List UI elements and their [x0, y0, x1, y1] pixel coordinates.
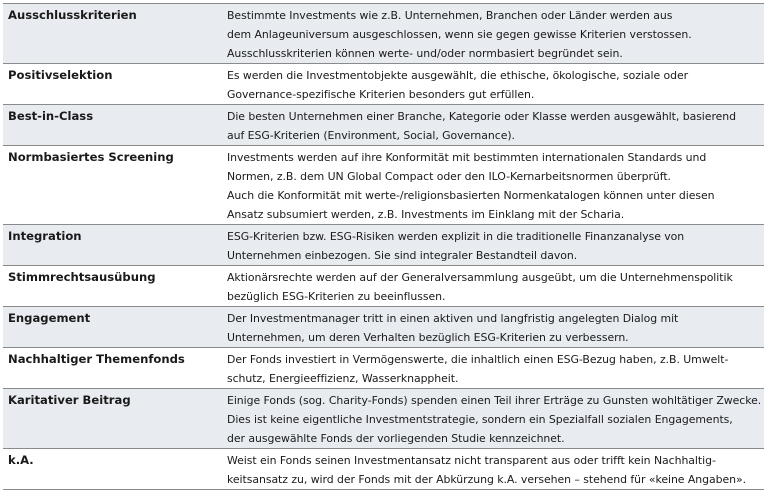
definition-cell	[223, 389, 764, 448]
term-cell: Best-in-Class	[8, 109, 94, 123]
definition-cell	[223, 266, 764, 306]
definition-line: ESG-Kriterien bzw. ESG-Risiken werden explizit in die traditionelle Finanzanalyse von	[227, 230, 685, 243]
definition-line: Der Fonds investiert in Vermögenswerte, die inhaltlich einen ESG-Bezug haben, z.B. Umwelt-	[227, 353, 729, 366]
definition-line: Einige Fonds (sog. Charity-Fonds) spenden einen Teil ihrer Erträge zu Gunsten wohltätiger Zwecke.	[227, 394, 762, 407]
term-cell: Nachhaltiger Themenfonds	[8, 352, 185, 366]
term-cell: Ausschlusskriterien	[8, 8, 137, 22]
definition-cell	[223, 64, 764, 104]
definition-line: Unternehmen, um deren Verhalten bezüglich ESG-Kriterien zu verbessern.	[227, 331, 629, 344]
definition-line: schutz, Energieeffizienz, Wasserknappheit.	[227, 372, 459, 385]
definition-line: Ausschlusskriterien können werte- und/oder normbasiert begründet sein.	[227, 47, 623, 60]
definition-line: Weist ein Fonds seinen Investmentansatz nicht transparent aus oder trifft kein Nachhaltig-	[227, 454, 716, 467]
strategy-glossary-table	[3, 3, 764, 490]
definition-line: Der Investmentmanager tritt in einen aktiven und langfristig angelegten Dialog mit	[227, 312, 679, 325]
definition-cell	[223, 105, 764, 145]
term-cell: Engagement	[8, 311, 91, 325]
table-row	[3, 225, 764, 266]
definition-cell	[223, 146, 764, 224]
definition-line: Governance-spezifische Kriterien besonders gut erfüllen.	[227, 88, 535, 101]
definition-cell	[223, 348, 764, 388]
table-row	[3, 64, 764, 105]
definition-line: der ausgewählte Fonds der vorliegenden Studie kennzeichnet.	[227, 432, 565, 445]
definition-line: Unternehmen einbezogen. Sie sind integraler Bestandteil davon.	[227, 249, 578, 262]
definition-cell	[223, 307, 764, 347]
term-cell: Karitativer Beitrag	[8, 393, 131, 407]
definition-line: Es werden die Investmentobjekte ausgewählt, die ethische, ökologische, soziale oder	[227, 69, 689, 82]
table-row	[3, 105, 764, 146]
table-row	[3, 4, 764, 64]
table-row	[3, 449, 764, 490]
definition-cell	[223, 4, 764, 63]
term-cell: k.A.	[8, 453, 34, 467]
definition-line: Bestimmte Investments wie z.B. Unternehmen, Branchen oder Länder werden aus	[227, 9, 673, 22]
table-row	[3, 389, 764, 449]
definition-line: Die besten Unternehmen einer Branche, Kategorie oder Klasse werden ausgewählt, basierend	[227, 110, 736, 123]
definition-line: bezüglich ESG-Kriterien zu beeinflussen.	[227, 290, 446, 303]
term-cell: Normbasiertes Screening	[8, 150, 174, 164]
term-cell: Integration	[8, 229, 82, 243]
definition-cell	[223, 449, 764, 489]
definition-line: Auch die Konformität mit werte-/religionsbasierten Normenkatalogen können unter diesen	[227, 189, 715, 202]
term-cell: Positivselektion	[8, 68, 113, 82]
definition-line: auf ESG-Kriterien (Environment, Social, Governance).	[227, 129, 515, 142]
definition-line: Ansatz subsumiert werden, z.B. Investments im Einklang mit der Scharia.	[227, 208, 625, 221]
definition-cell	[223, 225, 764, 265]
table-row	[3, 266, 764, 307]
definition-line: dem Anlageuniversum ausgeschlossen, wenn sie gegen gewisse Kriterien verstossen.	[227, 28, 692, 41]
table-row	[3, 146, 764, 225]
term-cell: Stimmrechtsausübung	[8, 270, 156, 284]
table-row	[3, 307, 764, 348]
definition-line: Normen, z.B. dem UN Global Compact oder den ILO-Kernarbeitsnormen überprüft.	[227, 170, 671, 183]
definition-line: keitsansatz zu, wird der Fonds mit der Abkürzung k.A. versehen – stehend für «keine Angaben».	[227, 473, 746, 486]
table-row	[3, 348, 764, 389]
definition-line: Aktionärsrechte werden auf der Generalversammlung ausgeübt, um die Unternehmenspolitik	[227, 271, 733, 284]
definition-line: Dies ist keine eigentliche Investmentstrategie, sondern ein Spezialfall sozialen Engagements,	[227, 413, 733, 426]
definition-line: Investments werden auf ihre Konformität mit bestimmten internationalen Standards und	[227, 151, 707, 164]
